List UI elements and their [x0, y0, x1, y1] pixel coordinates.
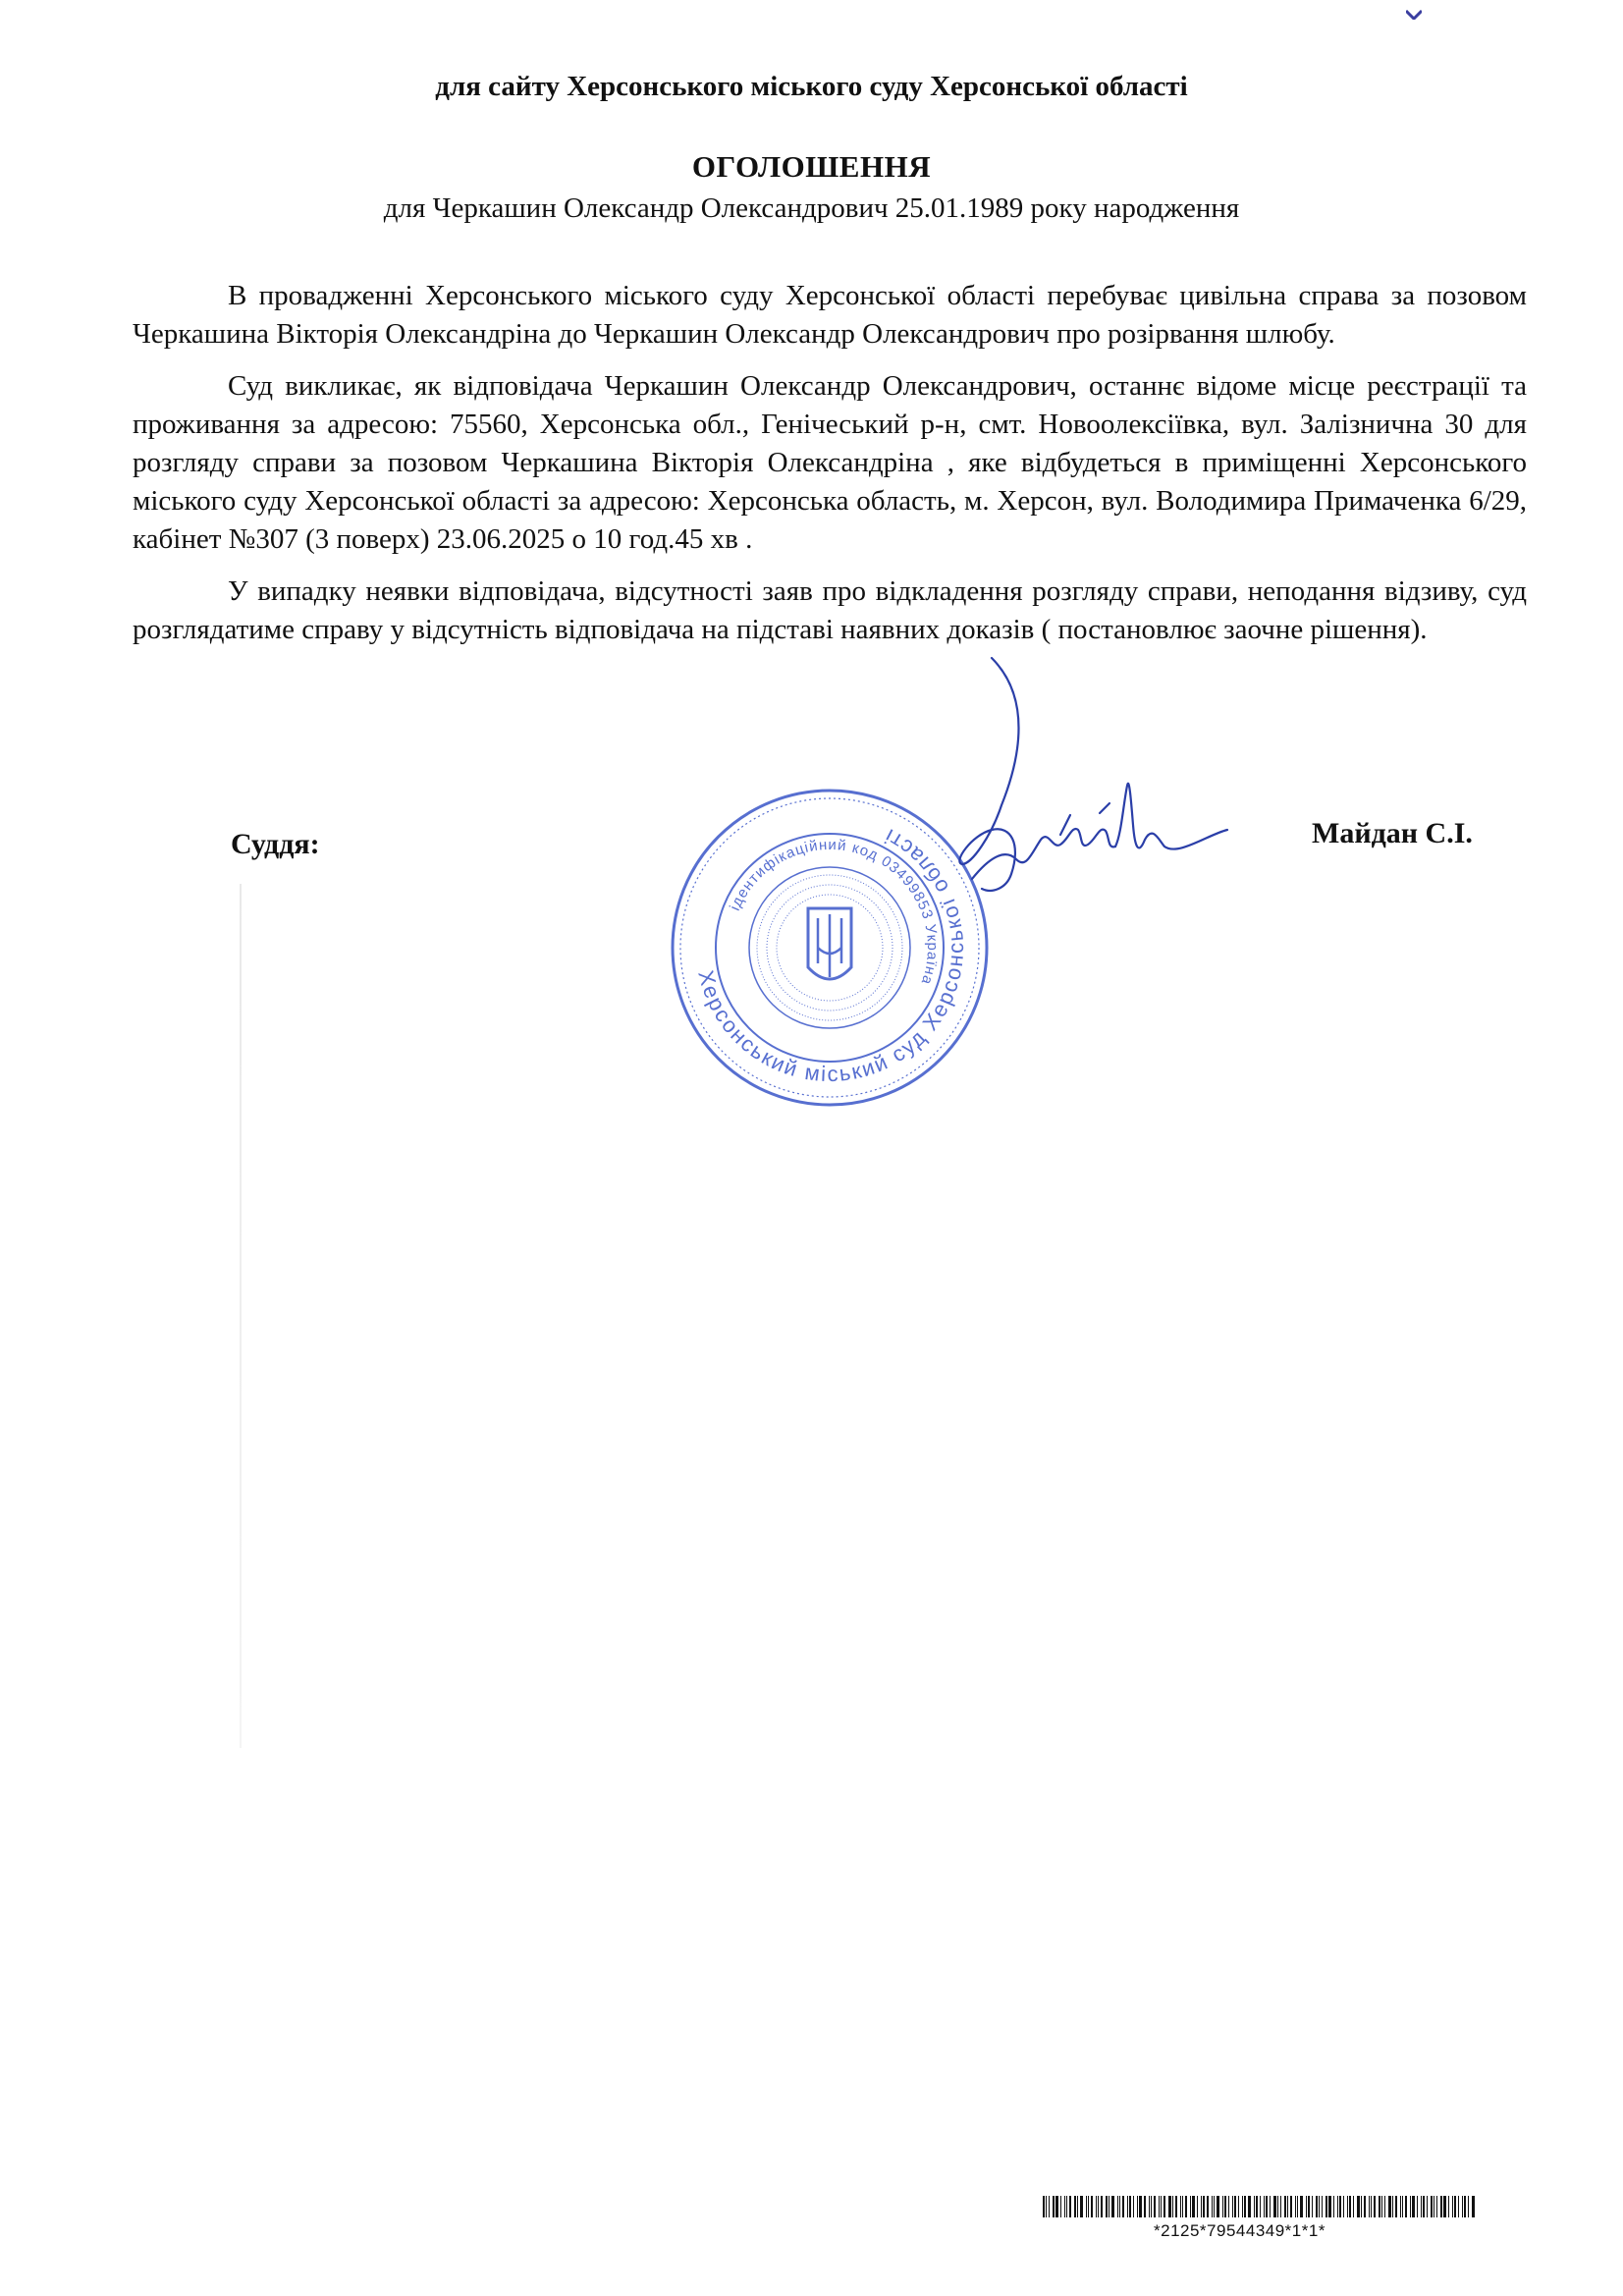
barcode-bar [1308, 2196, 1310, 2217]
document-body [133, 277, 1527, 663]
seal-outer-text: Херсонський міський суд Херсонської області [693, 823, 969, 1087]
barcode-bar [1468, 2196, 1469, 2217]
barcode-bar [1192, 2196, 1195, 2217]
barcode-bar [1117, 2196, 1118, 2217]
barcode-bar [1129, 2196, 1131, 2217]
seal-inner-text: ідентифікаційний код 03499853 Україна [727, 836, 942, 988]
paragraph-summons: Суд викликає, як відповідача Черкашин Олександр Олександрович, останнє відоме місце реєстрації та проживання за адресою: 75560, Херсонська обл., Генічеський р-н, смт. Новоолексіївка, вул. Залізнична 30 для розгляду справи за позовом Черкашина Вікторія Олександріна , яке відбудеться в приміщенні Херсонського міського суду Херсонської області за адресою: Херсонська область, м. Херсон, вул. Володимира Примаченка 6/29, кабінет №307 (3 поверх) 23.06.2025 о 10 год.45 хв . [133, 370, 1527, 555]
barcode-bar [1319, 2196, 1320, 2217]
barcode-bar [1106, 2196, 1108, 2217]
barcode-bar [1190, 2196, 1191, 2217]
barcode-bar [1222, 2196, 1223, 2217]
barcode-bar [1371, 2196, 1372, 2217]
barcode-bar [1182, 2196, 1183, 2217]
barcode-bar [1458, 2196, 1459, 2217]
barcode-bar [1417, 2196, 1418, 2217]
barcode-bar [1137, 2196, 1138, 2217]
barcode-bar [1046, 2196, 1047, 2217]
paragraph-case-info: В провадженні Херсонського міського суду Херсонської області перебуває цивільна справа за позовом Черкашина Вікторія Олександріна до Черкашин Олександр Олександрович про розірвання шлюбу. [133, 280, 1527, 350]
barcode-bar [1290, 2196, 1292, 2217]
barcode-bar [1080, 2196, 1083, 2217]
barcode-bar [1203, 2196, 1205, 2217]
barcode-bar [1384, 2196, 1385, 2217]
barcode-bar [1427, 2196, 1428, 2217]
barcode-bar [1270, 2196, 1271, 2217]
barcode-bar [1333, 2196, 1334, 2217]
barcode-bar [1297, 2196, 1298, 2217]
judge-label: Суддя: [231, 828, 320, 860]
barcode-bar [1060, 2196, 1061, 2217]
barcode-bar [1369, 2196, 1370, 2217]
barcode-bar [1159, 2196, 1160, 2217]
barcode-bar [1316, 2196, 1318, 2217]
barcode-number: *2125*79544349*1*1* [1154, 2221, 1325, 2240]
barcode-icon [1043, 2196, 1553, 2217]
barcode-bar [1443, 2196, 1446, 2217]
barcode-bar [1180, 2196, 1181, 2217]
barcode-bar [1306, 2196, 1307, 2217]
barcode-bar [1280, 2196, 1281, 2217]
barcode-bar [1260, 2196, 1261, 2217]
barcode-bar [1144, 2196, 1146, 2217]
barcode-bar [1098, 2196, 1099, 2217]
barcode-bar [1163, 2196, 1165, 2217]
barcode-bar [1096, 2196, 1097, 2217]
barcode-bar [1217, 2196, 1219, 2217]
barcode-bar [1207, 2196, 1209, 2217]
document-header: для сайту Херсонського міського суду Херсонської області [435, 71, 1188, 102]
barcode-bar [1448, 2196, 1449, 2217]
barcode-bar [1347, 2196, 1348, 2217]
barcode-bar [1228, 2196, 1229, 2217]
barcode-bar [1381, 2196, 1382, 2217]
barcode-bar [1091, 2196, 1093, 2217]
barcode-bar [1264, 2196, 1265, 2217]
barcode-bar [1234, 2196, 1236, 2217]
barcode-bar [1277, 2196, 1278, 2217]
barcode-bar [1472, 2196, 1475, 2217]
barcode-bar [1224, 2196, 1226, 2217]
document-subtitle: для Черкашин Олександр Олександрович 25.01.1989 року народження [383, 192, 1240, 224]
barcode-bar [1379, 2196, 1380, 2217]
barcode-bar [1361, 2196, 1362, 2217]
barcode-bar [1172, 2196, 1173, 2217]
barcode-bar [1086, 2196, 1087, 2217]
barcode-bar [1402, 2196, 1403, 2217]
barcode-bar [1395, 2196, 1397, 2217]
barcode-bar [1197, 2196, 1198, 2217]
barcode-bar [1353, 2196, 1354, 2217]
scan-edge-line [240, 884, 242, 1748]
barcode-bar [1337, 2196, 1338, 2217]
barcode-bar [1392, 2196, 1393, 2217]
barcode-bar [1312, 2196, 1313, 2217]
barcode-bar [1066, 2196, 1067, 2217]
barcode-bar [1328, 2196, 1331, 2217]
barcode-bar [1325, 2196, 1327, 2217]
barcode-bar [1185, 2196, 1187, 2217]
barcode-bar [1244, 2196, 1246, 2217]
document-title: ОГОЛОШЕННЯ [691, 149, 932, 184]
judge-name: Майдан С.І. [1312, 817, 1473, 849]
barcode-bar [1388, 2196, 1391, 2217]
barcode-bar [1300, 2196, 1303, 2217]
barcode-bar [1088, 2196, 1089, 2217]
barcode-bar [1154, 2196, 1156, 2217]
barcode-bar [1077, 2196, 1078, 2217]
barcode-bar [1400, 2196, 1401, 2217]
barcode-bar [1242, 2196, 1243, 2217]
barcode-bar [1074, 2196, 1076, 2217]
barcode-bar [1119, 2196, 1120, 2217]
barcode-bar [1273, 2196, 1276, 2217]
barcode-bar [1111, 2196, 1114, 2217]
barcode-bar [1405, 2196, 1407, 2217]
barcode-bar [1168, 2196, 1171, 2217]
barcode-bar [1122, 2196, 1124, 2217]
barcode-bar [1284, 2196, 1286, 2217]
barcode-bar [1161, 2196, 1162, 2217]
barcode-bar [1357, 2196, 1360, 2217]
barcode-bar [1248, 2196, 1251, 2217]
barcode-bar [1101, 2196, 1103, 2217]
barcode-bar [1266, 2196, 1268, 2217]
barcode-bar [1349, 2196, 1351, 2217]
paragraph-consequences: У випадку неявки відповідача, відсутності заяв про відкладення розгляду справи, неподання відзиву, суд розглядатиме справу у відсутність відповідача на підставі наявних доказів ( постановлює заочне рішення). [133, 575, 1527, 645]
barcode-bar [1055, 2196, 1058, 2217]
barcode-bar [1436, 2196, 1437, 2217]
barcode-bar [1053, 2196, 1055, 2217]
barcode-bar [1214, 2196, 1215, 2217]
barcode-bar [1139, 2196, 1142, 2217]
barcode-bar [1149, 2196, 1150, 2217]
barcode-bar [1232, 2196, 1233, 2217]
barcode-bar [1423, 2196, 1425, 2217]
barcode-bar [1410, 2196, 1411, 2217]
barcode-bar [1374, 2196, 1376, 2217]
barcode-bar [1454, 2196, 1456, 2217]
barcode-bar [1343, 2196, 1344, 2217]
barcode-bar [1212, 2196, 1213, 2217]
barcode-bar [1364, 2196, 1366, 2217]
barcode-bar [1295, 2196, 1296, 2217]
barcode-bar [1127, 2196, 1128, 2217]
barcode-bar [1049, 2196, 1050, 2217]
barcode-bar [1339, 2196, 1341, 2217]
barcode-bar [1462, 2196, 1463, 2217]
barcode-bar [1043, 2196, 1045, 2217]
barcode-bar [1064, 2196, 1065, 2217]
barcode-bar [1175, 2196, 1177, 2217]
barcode-bar [1287, 2196, 1288, 2217]
barcode-bar [1464, 2196, 1466, 2217]
barcode-bar [1256, 2196, 1258, 2217]
barcode-bar [1069, 2196, 1071, 2217]
barcode-bar [1151, 2196, 1152, 2217]
barcode-bar [1431, 2196, 1433, 2217]
scan-mark-icon [1406, 10, 1422, 20]
barcode-bar [1254, 2196, 1255, 2217]
barcode-bar [1133, 2196, 1134, 2217]
barcode-bar [1452, 2196, 1453, 2217]
barcode-bar [1421, 2196, 1422, 2217]
barcode-bar [1440, 2196, 1442, 2217]
barcode-bar [1238, 2196, 1239, 2217]
barcode-bar [1322, 2196, 1323, 2217]
barcode-bar [1412, 2196, 1415, 2217]
barcode-bar [1201, 2196, 1202, 2217]
signature-icon [913, 638, 1237, 933]
